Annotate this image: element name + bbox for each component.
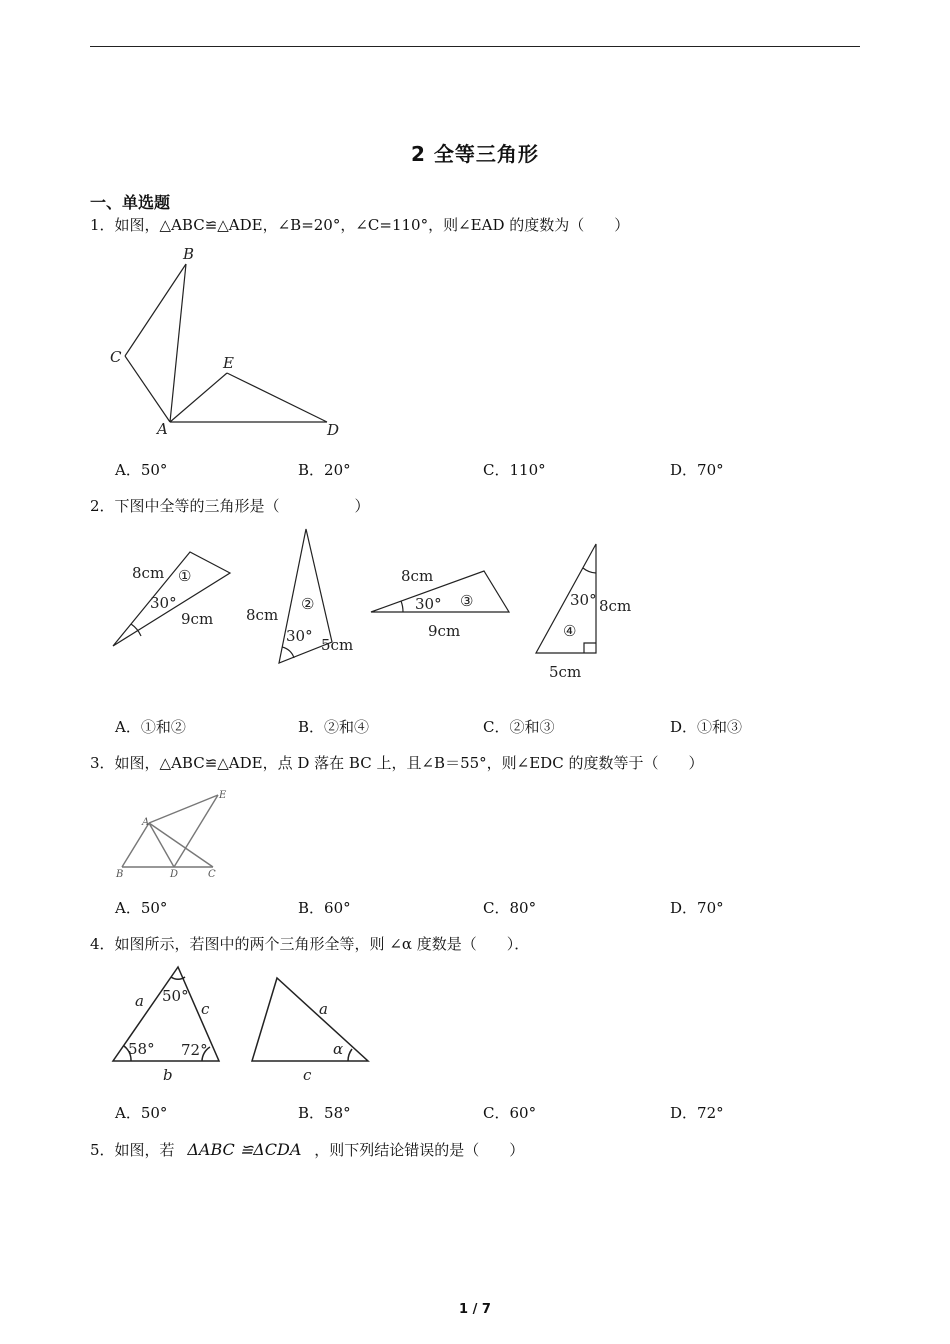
option-d[interactable]: D．70° — [670, 461, 724, 479]
question-5-stem-prefix: 5．如图，若 — [90, 1141, 175, 1159]
option-b[interactable]: B．60° — [298, 899, 351, 917]
option-c[interactable]: C．60° — [483, 1104, 537, 1122]
page-title: 2 全等三角形 — [411, 142, 539, 166]
label-C: C — [208, 869, 216, 880]
label-A: A — [157, 420, 168, 438]
option-a[interactable]: A．50° — [115, 1104, 168, 1122]
t4-angle-label: 30° — [570, 591, 597, 609]
t1-angle-label: 30° — [150, 594, 177, 612]
top-angle-label: 50° — [162, 987, 189, 1005]
question-2-figure — [105, 525, 632, 690]
question-3-figure — [105, 785, 245, 885]
t3-number: ③ — [460, 592, 474, 610]
left-side-b-label: b — [163, 1066, 173, 1084]
base-right-angle-label: 72° — [181, 1041, 208, 1059]
base-left-angle-label: 58° — [128, 1040, 155, 1058]
question-4-figure — [105, 962, 380, 1082]
left-side-a-label: a — [135, 992, 144, 1010]
question-4-stem: 4．如图所示，若图中的两个三角形全等，则 ∠α 度数是（ ）． — [90, 935, 530, 953]
option-d[interactable]: D．①和③ — [670, 718, 743, 736]
right-side-a-label: a — [319, 1000, 328, 1018]
label-A: A — [142, 817, 150, 828]
t2-side2-label: 5cm — [321, 636, 354, 654]
label-B: B — [183, 245, 195, 263]
left-side-c-label: c — [201, 1000, 210, 1018]
label-D: D — [170, 869, 179, 880]
t2-number: ② — [301, 595, 315, 613]
t3-side1-label: 8cm — [401, 567, 434, 585]
option-a[interactable]: A．50° — [115, 899, 168, 917]
question-5-stem-suffix: ，则下列结论错误的是（ ） — [314, 1141, 525, 1159]
question-2-stem: 2．下图中全等的三角形是（ ） — [90, 497, 370, 515]
label-E: E — [223, 354, 234, 372]
t1-side1-label: 8cm — [132, 564, 165, 582]
t2-side1-label: 8cm — [246, 606, 279, 624]
t3-angle-label: 30° — [415, 595, 442, 613]
header-rule — [90, 46, 860, 47]
option-b[interactable]: B．②和④ — [298, 718, 370, 736]
t4-number: ④ — [563, 622, 577, 640]
question-5-math: ΔABC ≌ΔCDA — [187, 1140, 302, 1159]
right-side-c-label: c — [303, 1066, 312, 1084]
t1-side2-label: 9cm — [181, 610, 214, 628]
question-1-figure — [105, 240, 355, 445]
label-D: D — [327, 421, 340, 439]
option-c[interactable]: C．80° — [483, 899, 537, 917]
t1-number: ① — [178, 567, 192, 585]
option-d[interactable]: D．72° — [670, 1104, 724, 1122]
section-heading: 一、单选题 — [90, 193, 171, 212]
option-b[interactable]: B．20° — [298, 461, 351, 479]
question-1-stem: 1．如图，△ABC≌△ADE，∠B=20°，∠C=110°，则∠EAD 的度数为（ ） — [90, 216, 630, 234]
page-number: 1 / 7 — [459, 1302, 491, 1317]
alpha-label: α — [333, 1040, 344, 1058]
t3-side2-label: 9cm — [428, 622, 461, 640]
label-B: B — [116, 869, 124, 880]
option-a[interactable]: A．①和② — [115, 718, 186, 736]
label-E: E — [219, 790, 227, 801]
question-5-stem — [90, 1139, 524, 1160]
option-d[interactable]: D．70° — [670, 899, 724, 917]
option-a[interactable]: A．50° — [115, 461, 168, 479]
question-3-stem: 3．如图，△ABC≌△ADE，点 D 落在 BC 上，且∠B＝55°，则∠EDC 的度数等于（ ） — [90, 754, 704, 772]
t2-angle-label: 30° — [286, 627, 313, 645]
t4-side1-label: 8cm — [599, 597, 632, 615]
t4-side2-label: 5cm — [549, 663, 582, 681]
option-b[interactable]: B．58° — [298, 1104, 351, 1122]
label-C: C — [110, 348, 122, 366]
option-c[interactable]: C．②和③ — [483, 718, 555, 736]
option-c[interactable]: C．110° — [483, 461, 546, 479]
